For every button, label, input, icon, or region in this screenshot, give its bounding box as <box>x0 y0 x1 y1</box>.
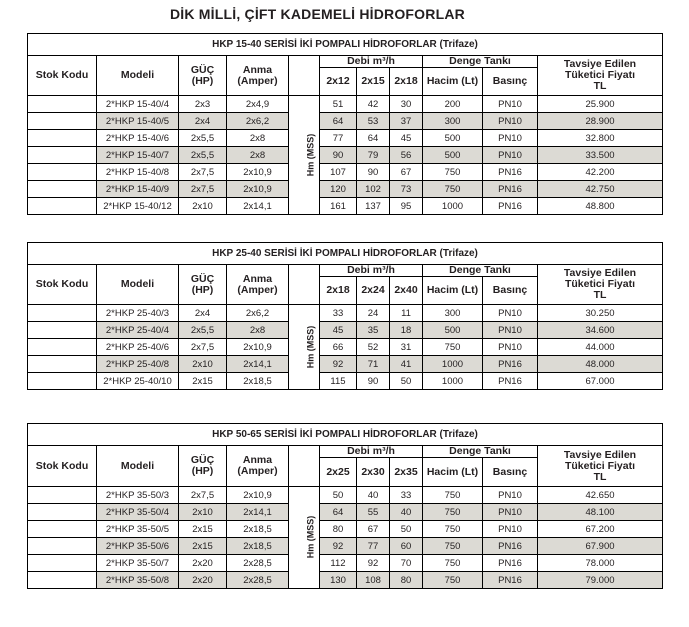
header-power: GÜÇ (HP) <box>179 56 227 96</box>
header-flow-1: 2x15 <box>357 68 390 96</box>
table-caption: HKP 50-65 SERİSİ İKİ POMPALI HİDROFORLAR (Trifaze) <box>28 424 663 446</box>
power-cell: 2x10 <box>179 356 227 373</box>
price-cell: 79.000 <box>538 572 663 589</box>
pressure-cell: PN10 <box>483 339 538 356</box>
flow-cell: 18 <box>390 322 423 339</box>
flow-cell: 120 <box>320 181 357 198</box>
header-volume: Hacim (Lt) <box>423 277 483 305</box>
header-power: GÜÇ (HP) <box>179 265 227 305</box>
header-pressure: Basınç <box>483 277 538 305</box>
volume-cell: 750 <box>423 555 483 572</box>
amperage-cell: 2x6,2 <box>227 305 289 322</box>
model-cell: 2*HKP 25-40/8 <box>97 356 179 373</box>
flow-cell: 80 <box>390 572 423 589</box>
flow-cell: 161 <box>320 198 357 215</box>
amperage-cell: 2x4,9 <box>227 96 289 113</box>
power-cell: 2x4 <box>179 305 227 322</box>
flow-cell: 95 <box>390 198 423 215</box>
power-cell: 2x7,5 <box>179 164 227 181</box>
flow-cell: 37 <box>390 113 423 130</box>
amperage-cell: 2x18,5 <box>227 538 289 555</box>
header-model: Modeli <box>97 56 179 96</box>
price-table-hkp-25-40 <box>27 242 663 390</box>
flow-cell: 41 <box>390 356 423 373</box>
model-cell: 2*HKP 15-40/5 <box>97 113 179 130</box>
flow-cell: 56 <box>390 147 423 164</box>
amperage-cell: 2x8 <box>227 147 289 164</box>
header-tank: Denge Tankı <box>423 265 538 277</box>
amperage-cell: 2x18,5 <box>227 521 289 538</box>
flow-cell: 53 <box>357 113 390 130</box>
volume-cell: 750 <box>423 339 483 356</box>
power-cell: 2x15 <box>179 538 227 555</box>
hm-label: Hm (MSS) <box>305 325 316 368</box>
amperage-cell: 2x14,1 <box>227 356 289 373</box>
volume-cell: 200 <box>423 96 483 113</box>
header-power: GÜÇ (HP) <box>179 446 227 487</box>
header-model: Modeli <box>97 265 179 305</box>
power-cell: 2x15 <box>179 521 227 538</box>
table-row <box>28 339 663 356</box>
volume-cell: 750 <box>423 521 483 538</box>
amperage-cell: 2x8 <box>227 322 289 339</box>
stock-code-cell <box>28 538 97 555</box>
pressure-cell: PN10 <box>483 130 538 147</box>
volume-cell: 1000 <box>423 198 483 215</box>
stock-code-cell <box>28 521 97 538</box>
flow-cell: 90 <box>320 147 357 164</box>
volume-cell: 500 <box>423 147 483 164</box>
header-price: Tavsiye Edilen Tüketici Fiyatı TL <box>538 265 663 305</box>
price-table-hkp-15-40 <box>27 33 663 215</box>
header-flow-2: 2x35 <box>390 458 423 487</box>
flow-cell: 77 <box>357 538 390 555</box>
price-cell: 42.200 <box>538 164 663 181</box>
power-cell: 2x7,5 <box>179 181 227 198</box>
price-cell: 42.650 <box>538 487 663 504</box>
flow-cell: 77 <box>320 130 357 147</box>
volume-cell: 750 <box>423 181 483 198</box>
pressure-cell: PN16 <box>483 373 538 390</box>
volume-cell: 300 <box>423 305 483 322</box>
volume-cell: 750 <box>423 487 483 504</box>
header-volume: Hacim (Lt) <box>423 458 483 487</box>
stock-code-cell <box>28 147 97 164</box>
header-amperage: Anma (Amper) <box>227 265 289 305</box>
product-table <box>27 242 663 390</box>
product-table <box>27 423 663 589</box>
pressure-cell: PN16 <box>483 356 538 373</box>
flow-cell: 42 <box>357 96 390 113</box>
pressure-cell: PN16 <box>483 555 538 572</box>
amperage-cell: 2x18,5 <box>227 373 289 390</box>
price-cell: 48.000 <box>538 356 663 373</box>
flow-cell: 24 <box>357 305 390 322</box>
flow-cell: 107 <box>320 164 357 181</box>
model-cell: 2*HKP 25-40/6 <box>97 339 179 356</box>
stock-code-cell <box>28 164 97 181</box>
pressure-cell: PN16 <box>483 164 538 181</box>
flow-cell: 102 <box>357 181 390 198</box>
price-cell: 48.100 <box>538 504 663 521</box>
header-tank: Denge Tankı <box>423 56 538 68</box>
flow-cell: 79 <box>357 147 390 164</box>
power-cell: 2x5,5 <box>179 130 227 147</box>
table-caption: HKP 15-40 SERİSİ İKİ POMPALI HİDROFORLAR (Trifaze) <box>28 34 663 56</box>
flow-cell: 92 <box>320 538 357 555</box>
table-row <box>28 373 663 390</box>
model-cell: 2*HKP 15-40/8 <box>97 164 179 181</box>
price-cell: 33.500 <box>538 147 663 164</box>
header-amperage: Anma (Amper) <box>227 446 289 487</box>
header-flow: Debi m³/h <box>320 56 423 68</box>
product-table <box>27 33 663 215</box>
volume-cell: 750 <box>423 504 483 521</box>
price-cell: 78.000 <box>538 555 663 572</box>
header-tank: Denge Tankı <box>423 446 538 458</box>
price-cell: 67.900 <box>538 538 663 555</box>
stock-code-cell <box>28 356 97 373</box>
flow-cell: 64 <box>320 504 357 521</box>
amperage-cell: 2x10,9 <box>227 339 289 356</box>
flow-cell: 70 <box>390 555 423 572</box>
model-cell: 2*HKP 35-50/7 <box>97 555 179 572</box>
stock-code-cell <box>28 130 97 147</box>
price-cell: 67.000 <box>538 373 663 390</box>
header-model: Modeli <box>97 446 179 487</box>
pressure-cell: PN10 <box>483 305 538 322</box>
amperage-cell: 2x14,1 <box>227 198 289 215</box>
table-row <box>28 113 663 130</box>
flow-cell: 112 <box>320 555 357 572</box>
pressure-cell: PN16 <box>483 538 538 555</box>
flow-cell: 80 <box>320 521 357 538</box>
flow-cell: 66 <box>320 339 357 356</box>
price-table-hkp-50-65 <box>27 423 663 589</box>
amperage-cell: 2x28,5 <box>227 572 289 589</box>
price-cell: 32.800 <box>538 130 663 147</box>
volume-cell: 1000 <box>423 356 483 373</box>
hm-label-cell <box>289 305 320 390</box>
flow-cell: 50 <box>390 521 423 538</box>
power-cell: 2x20 <box>179 555 227 572</box>
table-header-row <box>28 446 663 458</box>
flow-cell: 30 <box>390 96 423 113</box>
power-cell: 2x15 <box>179 373 227 390</box>
table-row <box>28 198 663 215</box>
model-cell: 2*HKP 15-40/6 <box>97 130 179 147</box>
header-flow-0: 2x12 <box>320 68 357 96</box>
table-row <box>28 322 663 339</box>
flow-cell: 64 <box>357 130 390 147</box>
amperage-cell: 2x10,9 <box>227 164 289 181</box>
hm-label-cell <box>289 96 320 215</box>
amperage-cell: 2x10,9 <box>227 181 289 198</box>
volume-cell: 300 <box>423 113 483 130</box>
amperage-cell: 2x6,2 <box>227 113 289 130</box>
model-cell: 2*HKP 35-50/8 <box>97 572 179 589</box>
power-cell: 2x10 <box>179 198 227 215</box>
price-cell: 44.000 <box>538 339 663 356</box>
model-cell: 2*HKP 35-50/5 <box>97 521 179 538</box>
price-cell: 48.800 <box>538 198 663 215</box>
stock-code-cell <box>28 113 97 130</box>
table-caption: HKP 25-40 SERİSİ İKİ POMPALI HİDROFORLAR (Trifaze) <box>28 243 663 265</box>
table-row <box>28 487 663 504</box>
model-cell: 2*HKP 15-40/4 <box>97 96 179 113</box>
flow-cell: 55 <box>357 504 390 521</box>
power-cell: 2x20 <box>179 572 227 589</box>
model-cell: 2*HKP 25-40/3 <box>97 305 179 322</box>
pressure-cell: PN10 <box>483 487 538 504</box>
model-cell: 2*HKP 15-40/7 <box>97 147 179 164</box>
header-flow-2: 2x18 <box>390 68 423 96</box>
table-header-row <box>28 265 663 277</box>
stock-code-cell <box>28 373 97 390</box>
header-stock-code: Stok Kodu <box>28 56 97 96</box>
model-cell: 2*HKP 35-50/6 <box>97 538 179 555</box>
price-cell: 42.750 <box>538 181 663 198</box>
hm-label: Hm (MSS) <box>305 133 316 176</box>
flow-cell: 67 <box>357 521 390 538</box>
pressure-cell: PN10 <box>483 521 538 538</box>
model-cell: 2*HKP 15-40/9 <box>97 181 179 198</box>
pressure-cell: PN10 <box>483 147 538 164</box>
price-cell: 25.900 <box>538 96 663 113</box>
flow-cell: 108 <box>357 572 390 589</box>
stock-code-cell <box>28 555 97 572</box>
header-spacer <box>289 446 320 487</box>
flow-cell: 71 <box>357 356 390 373</box>
pressure-cell: PN10 <box>483 504 538 521</box>
header-flow-0: 2x25 <box>320 458 357 487</box>
flow-cell: 35 <box>357 322 390 339</box>
flow-cell: 50 <box>320 487 357 504</box>
pressure-cell: PN16 <box>483 181 538 198</box>
table-row <box>28 130 663 147</box>
volume-cell: 500 <box>423 130 483 147</box>
price-cell: 28.900 <box>538 113 663 130</box>
stock-code-cell <box>28 96 97 113</box>
flow-cell: 51 <box>320 96 357 113</box>
pressure-cell: PN10 <box>483 322 538 339</box>
header-flow-0: 2x18 <box>320 277 357 305</box>
flow-cell: 45 <box>390 130 423 147</box>
price-cell: 34.600 <box>538 322 663 339</box>
amperage-cell: 2x14,1 <box>227 504 289 521</box>
table-row <box>28 504 663 521</box>
table-row <box>28 305 663 322</box>
table-row <box>28 147 663 164</box>
price-cell: 67.200 <box>538 521 663 538</box>
table-header-row <box>28 56 663 68</box>
flow-cell: 50 <box>390 373 423 390</box>
flow-cell: 33 <box>320 305 357 322</box>
table-row <box>28 555 663 572</box>
table-row <box>28 538 663 555</box>
volume-cell: 750 <box>423 538 483 555</box>
flow-cell: 40 <box>390 504 423 521</box>
header-volume: Hacim (Lt) <box>423 68 483 96</box>
hm-label: Hm (MSS) <box>305 515 316 559</box>
header-amperage: Anma (Amper) <box>227 56 289 96</box>
flow-cell: 92 <box>357 555 390 572</box>
stock-code-cell <box>28 305 97 322</box>
power-cell: 2x5,5 <box>179 147 227 164</box>
flow-cell: 115 <box>320 373 357 390</box>
amperage-cell: 2x28,5 <box>227 555 289 572</box>
model-cell: 2*HKP 25-40/10 <box>97 373 179 390</box>
power-cell: 2x7,5 <box>179 487 227 504</box>
header-price: Tavsiye Edilen Tüketici Fiyatı TL <box>538 446 663 487</box>
power-cell: 2x10 <box>179 504 227 521</box>
power-cell: 2x4 <box>179 113 227 130</box>
flow-cell: 60 <box>390 538 423 555</box>
pressure-cell: PN10 <box>483 113 538 130</box>
flow-cell: 45 <box>320 322 357 339</box>
table-row <box>28 181 663 198</box>
table-row <box>28 96 663 113</box>
model-cell: 2*HKP 25-40/4 <box>97 322 179 339</box>
header-flow: Debi m³/h <box>320 446 423 458</box>
flow-cell: 130 <box>320 572 357 589</box>
flow-cell: 137 <box>357 198 390 215</box>
header-stock-code: Stok Kodu <box>28 265 97 305</box>
pressure-cell: PN16 <box>483 572 538 589</box>
hm-label-cell <box>289 487 320 589</box>
flow-cell: 33 <box>390 487 423 504</box>
table-row <box>28 164 663 181</box>
volume-cell: 750 <box>423 164 483 181</box>
header-stock-code: Stok Kodu <box>28 446 97 487</box>
header-flow-1: 2x30 <box>357 458 390 487</box>
model-cell: 2*HKP 35-50/4 <box>97 504 179 521</box>
volume-cell: 1000 <box>423 373 483 390</box>
amperage-cell: 2x10,9 <box>227 487 289 504</box>
flow-cell: 67 <box>390 164 423 181</box>
flow-cell: 90 <box>357 373 390 390</box>
table-row <box>28 572 663 589</box>
flow-cell: 31 <box>390 339 423 356</box>
flow-cell: 52 <box>357 339 390 356</box>
power-cell: 2x3 <box>179 96 227 113</box>
flow-cell: 90 <box>357 164 390 181</box>
stock-code-cell <box>28 181 97 198</box>
stock-code-cell <box>28 339 97 356</box>
stock-code-cell <box>28 198 97 215</box>
stock-code-cell <box>28 504 97 521</box>
amperage-cell: 2x8 <box>227 130 289 147</box>
model-cell: 2*HKP 35-50/3 <box>97 487 179 504</box>
header-spacer <box>289 56 320 96</box>
header-price: Tavsiye Edilen Tüketici Fiyatı TL <box>538 56 663 96</box>
flow-cell: 92 <box>320 356 357 373</box>
stock-code-cell <box>28 572 97 589</box>
header-pressure: Basınç <box>483 458 538 487</box>
flow-cell: 40 <box>357 487 390 504</box>
stock-code-cell <box>28 487 97 504</box>
header-flow-2: 2x40 <box>390 277 423 305</box>
power-cell: 2x5,5 <box>179 322 227 339</box>
model-cell: 2*HKP 15-40/12 <box>97 198 179 215</box>
flow-cell: 73 <box>390 181 423 198</box>
stock-code-cell <box>28 322 97 339</box>
pressure-cell: PN16 <box>483 198 538 215</box>
header-flow-1: 2x24 <box>357 277 390 305</box>
header-spacer <box>289 265 320 305</box>
pressure-cell: PN10 <box>483 96 538 113</box>
flow-cell: 11 <box>390 305 423 322</box>
table-row <box>28 356 663 373</box>
power-cell: 2x7,5 <box>179 339 227 356</box>
volume-cell: 500 <box>423 322 483 339</box>
header-flow: Debi m³/h <box>320 265 423 277</box>
table-row <box>28 521 663 538</box>
page-title: DİK MİLLİ, ÇİFT KADEMELİ HİDROFORLAR <box>170 6 465 22</box>
header-pressure: Basınç <box>483 68 538 96</box>
price-cell: 30.250 <box>538 305 663 322</box>
flow-cell: 64 <box>320 113 357 130</box>
volume-cell: 750 <box>423 572 483 589</box>
